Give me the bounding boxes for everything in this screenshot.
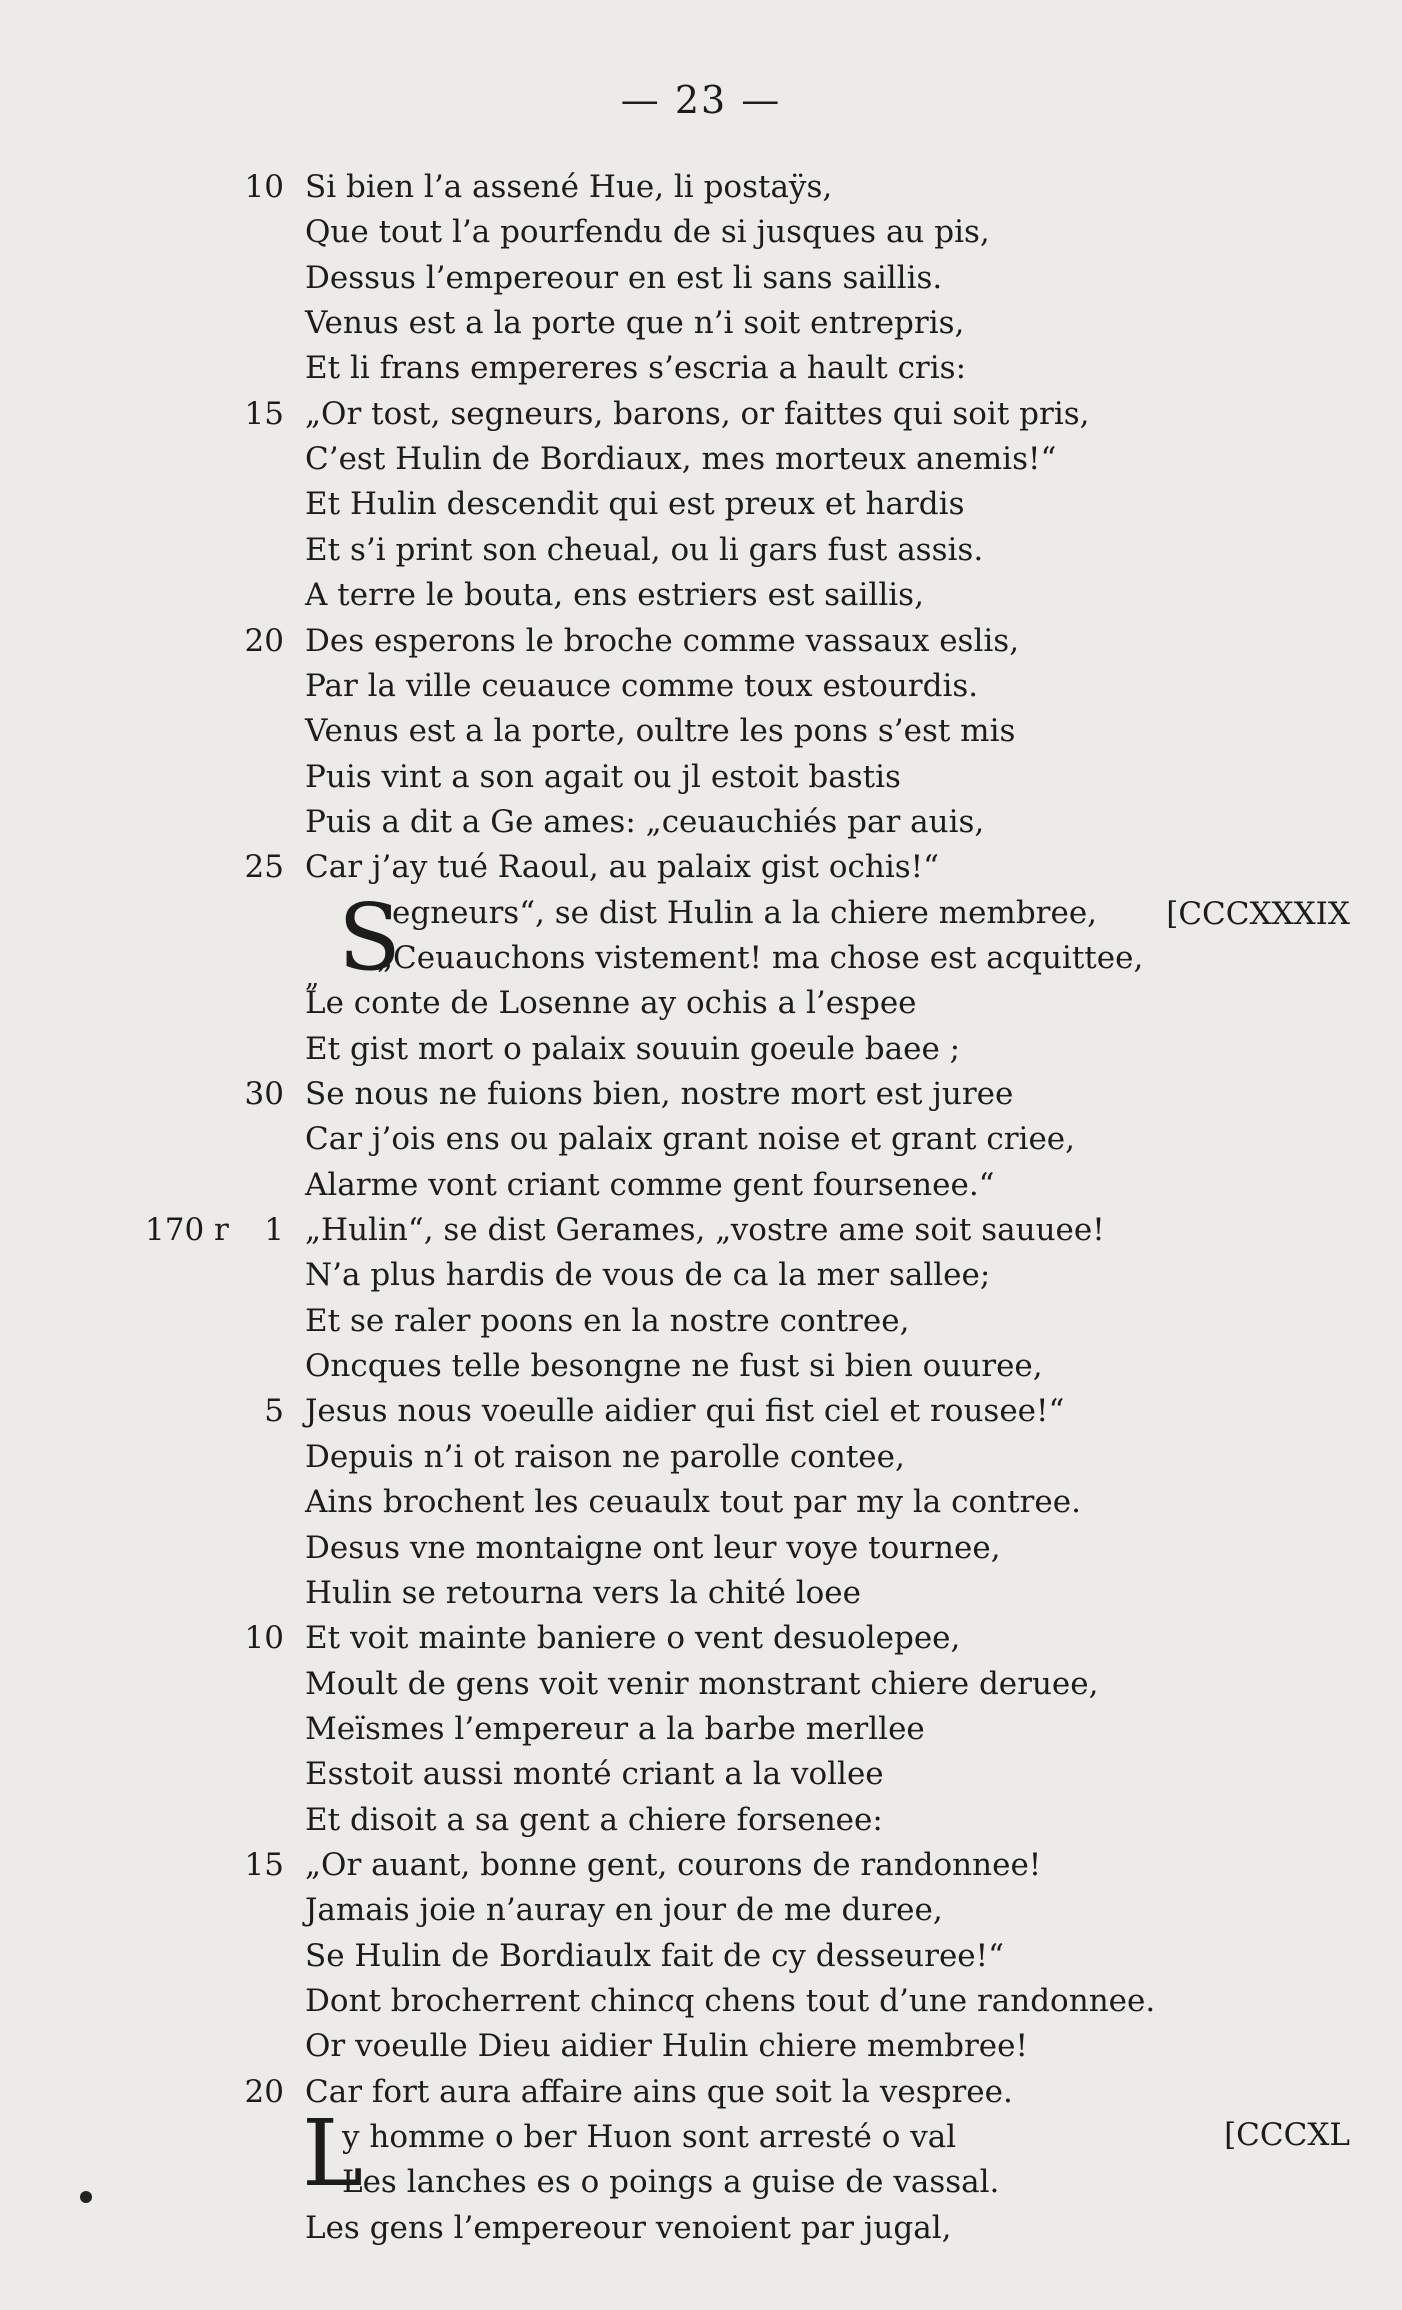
verse-line: Car j’ois ens ou palaix grant noise et grant criee,	[305, 1121, 1076, 1158]
line-number: 10	[244, 1620, 284, 1657]
verse-line: C’est Hulin de Bordiaux, mes morteux anemis!“	[305, 441, 1057, 478]
line-number: 15	[244, 395, 284, 432]
line-number: 10	[244, 169, 284, 205]
line-number: 1	[264, 1212, 284, 1249]
verse-line: Alarme vont criant comme gent foursenee.“	[305, 1166, 995, 1203]
verse-line: Puis vint a son agait ou jl estoit bastis	[305, 758, 901, 795]
quote-mark: „	[305, 960, 320, 993]
verse-line: Et li frans empereres s’escria a hault cris:	[305, 350, 967, 387]
verse-line: Et gist mort o palaix souuin goeule baee ;	[305, 1030, 961, 1067]
verse-line: Le conte de Losenne ay ochis a l’espee	[305, 985, 917, 1022]
verse-line: Par la ville ceuauce comme toux estourdis.	[305, 667, 979, 704]
verse-line: Si bien l’a assené Hue, li postaÿs,	[305, 169, 833, 205]
section-mark-cccxl: [CCCXL	[1224, 2117, 1350, 2153]
verse-line: Jamais joie n’auray en jour de me duree,	[305, 1892, 943, 1929]
verse-line: Car fort aura affaire ains que soit la vespree.	[305, 2073, 1013, 2110]
line-number: 25	[244, 849, 284, 886]
drop-cap-s: S	[338, 884, 402, 991]
verse-line: Depuis n’i ot raison ne parolle contee,	[305, 1438, 905, 1475]
folio-marker: 170 r	[145, 1212, 229, 1248]
line-number: 15	[244, 1846, 284, 1883]
line-number: 30	[244, 1076, 284, 1112]
verse-line: A terre le bouta, ens estriers est saillis,	[305, 577, 924, 614]
verse-line: Et Hulin descendit qui est preux et hardis	[305, 486, 965, 523]
verse-line: Oncques telle besongne ne fust si bien ouuree,	[305, 1348, 1043, 1385]
verse-line: Esstoit aussi monté criant a la vollee	[305, 1756, 884, 1793]
verse-line: Que tout l’a pourfendu de si jusques au pis,	[305, 214, 990, 251]
verse-line: Hulin se retourna vers la chité loee	[305, 1574, 861, 1611]
margin-bullet	[80, 2191, 92, 2203]
verse-line: N’a plus hardis de vous de ca la mer sallee;	[305, 1257, 991, 1294]
verse-line: „Hulin“, se dist Gerames, „vostre ame soit sauuee!	[305, 1212, 1105, 1249]
verse-line: Se Hulin de Bordiaulx fait de cy desseuree!“	[305, 1937, 1004, 1974]
verse-line: Puis a dit a Ge ames: „ceuauchiés par auis,	[305, 803, 985, 840]
verse-line: Et s’i print son cheual, ou li gars fust assis.	[305, 531, 984, 568]
line-number: 20	[244, 2073, 284, 2110]
line-number: 20	[244, 622, 284, 659]
verse-line: Les lanches es o poings a guise de vassal.	[342, 2164, 1000, 2201]
verse-line: Des esperons le broche comme vassaux eslis,	[305, 622, 1020, 659]
verse-line: Dont brocherrent chincq chens tout d’une randonnee.	[305, 1983, 1156, 2019]
verse-line: egneurs“, se dist Hulin a la chiere membree,	[392, 894, 1098, 931]
verse-line: Moult de gens voit venir monstrant chiere deruee,	[305, 1665, 1099, 1702]
line-number: 5	[264, 1393, 284, 1430]
verse-line: y homme o ber Huon sont arresté o val	[342, 2119, 957, 2156]
verse-line: „Ceuauchons vistement! ma chose est acquittee,	[377, 939, 1144, 976]
verse-line: Et disoit a sa gent a chiere forsenee:	[305, 1801, 883, 1838]
verse-line: Et se raler poons en la nostre contree,	[305, 1302, 910, 1339]
page-number: — 23 —	[620, 78, 782, 122]
verse-line: „Or auant, bonne gent, courons de randonnee!	[305, 1846, 1042, 1883]
verse-line: Dessus l’empereour en est li sans saillis.	[305, 259, 943, 296]
verse-line: Et voit mainte baniere o vent desuolepee,	[305, 1620, 961, 1657]
verse-line: Se nous ne fuions bien, nostre mort est juree	[305, 1076, 1014, 1112]
verse-line: Desus vne montaigne ont leur voye tournee,	[305, 1529, 1001, 1566]
verse-line: Or voeulle Dieu aidier Hulin chiere membree!	[305, 2028, 1028, 2065]
verse-line: Venus est a la porte, oultre les pons s’est mis	[305, 713, 1016, 750]
verse-line: Car j’ay tué Raoul, au palaix gist ochis!“	[305, 849, 939, 886]
drop-cap-l: L	[302, 2100, 364, 2207]
verse-line: Venus est a la porte que n’i soit entrepris,	[305, 305, 965, 342]
verse-line: Les gens l’empereour venoient par jugal,	[305, 2209, 952, 2246]
verse-line: Jesus nous voeulle aidier qui fist ciel et rousee!“	[305, 1393, 1065, 1430]
verse-line: Ains brochent les ceuaulx tout par my la contree.	[305, 1484, 1081, 1521]
verse-line: „Or tost, segneurs, barons, or faittes qui soit pris,	[305, 395, 1090, 432]
section-mark-cccxxxix: [CCCXXXIX	[1166, 896, 1350, 932]
verse-line: Meïsmes l’empereur a la barbe merllee	[305, 1710, 925, 1747]
